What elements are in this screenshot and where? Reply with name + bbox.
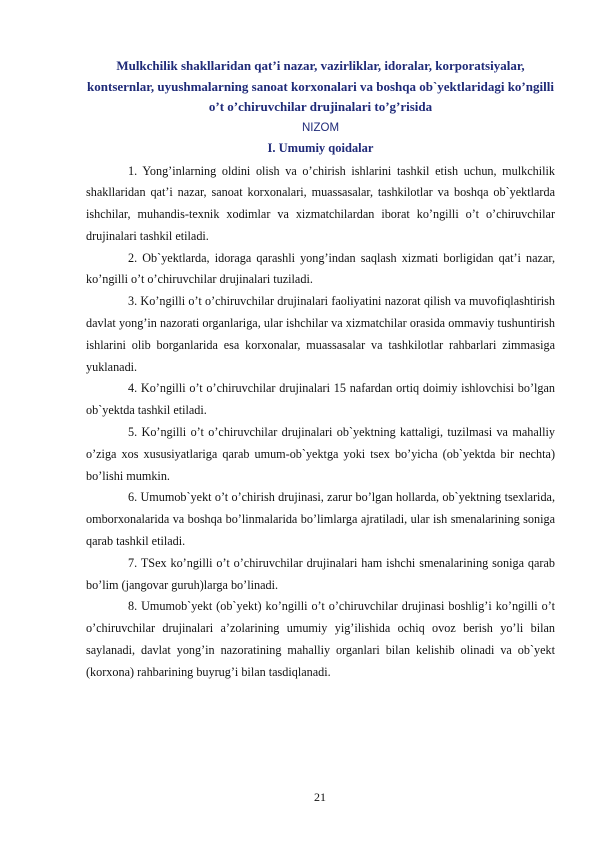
- paragraph-5: 5. Ko’ngilli o’t o’chiruvchilar drujinalari ob`yektning kattaligi, tuzilmasi va mahalliy o’ziga xos xususiyatlariga qarab umum-ob`yektga yoki tsex bo’yicha (ob`yektda bir nechta) bo’lishi mumkin.: [86, 425, 555, 483]
- section-heading: I. Umumiy qoidalar: [267, 141, 374, 155]
- paragraph-6: 6. Umumob`yekt o’t o’chirish drujinasi, zarur bo’lgan hollarda, ob`yektning tsexlarida, omborxonalarida va boshqa bo’linmalarida bo’limlarga ajratiladi, ular ish smenalarining soniga qarab tashkil etiladi.: [86, 490, 555, 549]
- paragraph-7: 7. TSex ko’ngilli o’t o’chiruvchilar drujinalari ham ishchi smenalarining soniga qarab bo’lim (jangovar guruh)larga bo’linadi.: [86, 555, 555, 592]
- paragraph-4: 4. Ko’ngilli o’t o’chiruvchilar drujinalari 15 nafardan ortiq doimiy ishlovchisi bo’lgan ob`yektda tashkil etiladi.: [86, 381, 555, 418]
- paragraph-2: 2. Ob`yektlarda, idoraga qarashli yong’indan saqlash xizmati borligidan qat’i nazar, ko’ngilli o’t o’chiruvchilar drujinalari tuziladi.: [86, 250, 555, 287]
- page-number: 21: [314, 790, 326, 804]
- page-content: [86, 56, 555, 684]
- document-subtitle: NIZOM: [301, 121, 340, 134]
- paragraph-3: 3. Ko’ngilli o’t o’chiruvchilar drujinalari faoliyatini nazorat qilish va muvofiqlashtirish davlat yong’in nazorati organlariga, ular ishchilar va xizmatchilar orasida ommaviy tushuntirish ishlarini olib borganlarida esa korxonalar, muassasalar va tashkilotlar rahbarlari zimmasiga yuklanadi.: [86, 294, 555, 374]
- document-title: Mulkchilik shakllaridan qat’i nazar, vazirliklar, idoralar, korporatsiyalar, kontsernlar, uyushmalarning sanoat korxonalari va boshqa ob`yektlaridagi ko’ngilli o’t o’chiruvchilar drujinalari to’g’risida: [87, 58, 554, 114]
- paragraph-8: 8. Umumob`yekt (ob`yekt) ko’ngilli o’t o’chiruvchilar drujinasi boshlig’i ko’ngilli o’t o’chiruvchilar drujinalari a’zolarining umumiy yig’ilishida ochiq ovoz berish yo’li bilan saylanadi, davlat yong’in nazoratining mahalliy organlari bilan kelishib olinadi va ob`yekt (korxona) rahbarining buyrug’i bilan tasdiqlanadi.: [86, 599, 555, 679]
- paragraph-1: 1. Yong’inlarning oldini olish va o’chirish ishlarini tashkil etish uchun, mulkchilik shakllaridan qat’i nazar, sanoat korxonalari, muassasalar, tashkilotlar va boshqa ob`yektlarda ishchilar, muhandis-texnik xodimlar va xizmatchilardan iborat ko’ngilli o’t o’chiruvchilar drujinalari tashkil etiladi.: [86, 163, 555, 243]
